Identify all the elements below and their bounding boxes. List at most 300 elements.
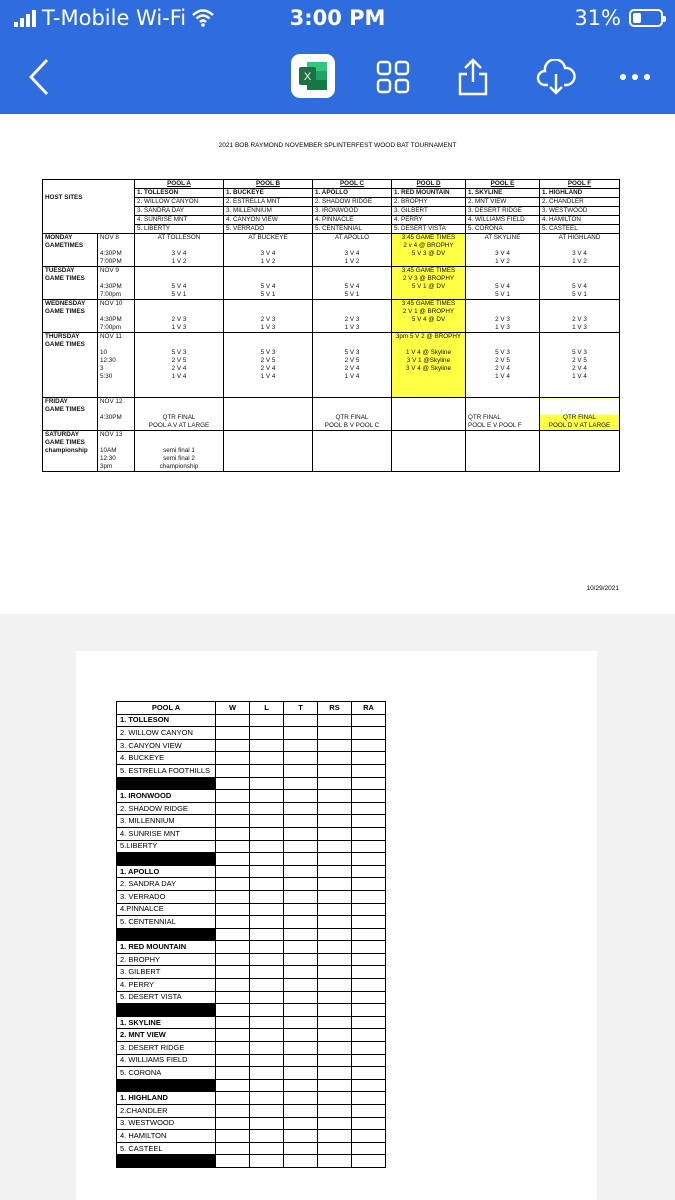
game-cell <box>135 431 224 472</box>
day-label <box>43 267 98 300</box>
game-cell <box>135 398 224 431</box>
stat-cell <box>318 953 352 966</box>
standings-row <box>117 1092 386 1105</box>
game-line <box>226 439 310 447</box>
stat-cell <box>216 815 250 828</box>
stat-cell <box>352 1054 386 1067</box>
day-label-line: THURSDAY <box>45 333 80 340</box>
game-line: 5 V 1 <box>495 291 510 298</box>
game-line <box>542 300 617 308</box>
game-line <box>226 447 310 455</box>
stat-cell <box>216 1142 250 1155</box>
game-line <box>468 381 537 389</box>
group-separator <box>117 928 216 941</box>
day-label-line: GAME TIMES <box>45 406 85 413</box>
schedule-table <box>42 179 620 472</box>
game-line <box>137 431 221 439</box>
game-line: POOL B V POOL C <box>324 422 380 429</box>
stat-cell <box>318 714 352 727</box>
game-cell <box>540 398 620 431</box>
stat-cell <box>216 890 250 903</box>
standings-row <box>117 1117 386 1130</box>
stat-cell <box>250 1155 284 1168</box>
stat-cell <box>250 979 284 992</box>
stat-cell <box>352 1004 386 1017</box>
game-cell <box>224 300 313 333</box>
stat-cell <box>352 802 386 815</box>
stat-cell <box>216 903 250 916</box>
document-viewer[interactable] <box>0 114 675 1200</box>
team-name: 5. CORONA <box>117 1067 216 1080</box>
game-line <box>542 275 617 283</box>
stat-cell <box>352 890 386 903</box>
game-time <box>100 422 132 430</box>
stat-cell <box>352 1016 386 1029</box>
game-line <box>315 398 389 406</box>
cloud-download-icon[interactable] <box>533 54 579 100</box>
game-cell <box>466 398 540 431</box>
game-line: POOL A V AT LARGE <box>148 422 210 429</box>
stat-cell <box>318 928 352 941</box>
stat-cell <box>284 777 318 790</box>
stat-cell <box>216 1029 250 1042</box>
game-line <box>137 381 221 389</box>
game-time: 4:30PM <box>100 414 122 421</box>
stat-cell <box>318 865 352 878</box>
game-line <box>137 439 221 447</box>
game-line: 1 V 4 <box>344 373 360 380</box>
stat-cell <box>318 916 352 929</box>
game-line <box>226 431 310 439</box>
game-line <box>542 242 617 250</box>
stat-cell <box>250 941 284 954</box>
pool-team: 5. LIBERTY <box>137 225 171 232</box>
schedule-page <box>0 114 675 614</box>
day-label-line: GAME TIMES <box>45 275 85 282</box>
stat-cell <box>352 752 386 765</box>
game-line <box>542 431 617 439</box>
game-cell <box>224 333 313 398</box>
pool-team: 1. BUCKEYE <box>224 189 312 198</box>
stat-cell <box>352 966 386 979</box>
game-line: semi final 1 <box>163 447 195 454</box>
svg-text:X: X <box>303 71 312 83</box>
game-line <box>468 333 537 341</box>
stat-cell <box>284 1042 318 1055</box>
game-line <box>226 242 310 250</box>
stat-cell <box>284 815 318 828</box>
stat-cell <box>250 815 284 828</box>
pool-team: 4. HAMILTON <box>540 216 619 225</box>
team-name: 2. SHADOW RIDGE <box>117 802 216 815</box>
day-date-times <box>98 234 135 267</box>
stat-cell <box>352 928 386 941</box>
game-time: 10 <box>100 349 108 356</box>
stat-cell <box>216 1105 250 1118</box>
stat-cell <box>216 878 250 891</box>
stat-cell <box>284 1105 318 1118</box>
stat-cell <box>216 1004 250 1017</box>
group-separator-row <box>117 1155 386 1168</box>
game-line: QTR FINAL <box>563 414 596 421</box>
day-label-line: MONDAY <box>45 234 73 241</box>
game-line <box>468 439 537 447</box>
pool-header: POOL F <box>540 180 619 189</box>
group-separator <box>117 777 216 790</box>
stat-cell <box>250 1079 284 1092</box>
team-name: 3. GILBERT <box>117 966 216 979</box>
pool-team: 1. RED MOUNTAIN <box>392 189 465 198</box>
stat-cell <box>284 1054 318 1067</box>
stat-cell <box>318 752 352 765</box>
game-line <box>468 389 537 397</box>
team-name: 2.CHANDLER <box>117 1105 216 1118</box>
game-line: 1 V 3 <box>572 324 587 331</box>
stat-cell <box>250 1042 284 1055</box>
excel-icon[interactable] <box>289 52 337 100</box>
day-label <box>43 431 98 472</box>
pool-team: 2. ESTRELLA MNT <box>224 198 312 207</box>
stat-cell <box>318 1130 352 1143</box>
game-line <box>315 439 389 447</box>
standings-row <box>117 916 386 929</box>
pool-team: 5. CORONA <box>468 225 503 232</box>
stat-cell <box>318 1079 352 1092</box>
group-separator-row <box>117 777 386 790</box>
game-line <box>315 341 389 349</box>
stat-cell <box>250 853 284 866</box>
pool-team: 4. PINNACLE <box>313 216 391 225</box>
stat-cell <box>216 840 250 853</box>
game-line: AT SKYLINE <box>484 234 521 241</box>
game-line: 2 V 3 <box>572 316 587 323</box>
game-line <box>542 389 617 397</box>
game-line: 1 V 3 <box>260 324 276 331</box>
game-line <box>315 275 389 283</box>
stat-cell <box>250 1016 284 1029</box>
game-line: QTR FINAL <box>162 414 196 421</box>
game-line <box>394 291 463 299</box>
game-cell <box>313 234 392 267</box>
game-line: 2 V 3 @ BROPHY <box>402 275 455 282</box>
game-line: 1 V 4 <box>260 373 276 380</box>
day-label-line: championship <box>45 447 88 454</box>
stat-cell <box>352 1117 386 1130</box>
group-separator <box>117 1004 216 1017</box>
game-line: 2 V 3 <box>171 316 187 323</box>
stat-cell <box>318 903 352 916</box>
pool-team: 5. DESERT VISTA <box>394 225 446 232</box>
game-line: 5 V 4 <box>572 283 587 290</box>
grid-view-icon[interactable] <box>370 54 416 100</box>
day-date-times <box>98 300 135 333</box>
game-line: 5 V 1 @ DV <box>411 283 446 290</box>
team-name: 3. MILLENNIUM <box>117 815 216 828</box>
game-time: 3 <box>100 365 104 372</box>
standings-row <box>117 966 386 979</box>
clock: 3:00 PM <box>289 6 386 30</box>
stat-cell <box>216 1079 250 1092</box>
team-name: 2. WILLOW CANYON <box>117 727 216 740</box>
team-name: 2. MNT VIEW <box>117 1029 216 1042</box>
game-cell <box>313 333 392 398</box>
game-line <box>226 422 310 430</box>
pools-row <box>43 180 620 234</box>
stat-cell <box>216 1054 250 1067</box>
day-label-line: TUESDAY <box>45 267 75 274</box>
team-name: 4. SUNRISE MNT <box>117 827 216 840</box>
stat-cell <box>284 903 318 916</box>
stat-cell <box>352 1067 386 1080</box>
game-line <box>394 463 463 471</box>
stat-cell <box>318 1004 352 1017</box>
game-line <box>542 455 617 463</box>
pool-header: POOL B <box>224 180 312 189</box>
game-line <box>542 406 617 414</box>
stat-cell <box>250 928 284 941</box>
stat-cell <box>250 903 284 916</box>
stat-cell <box>250 890 284 903</box>
game-cell <box>466 234 540 267</box>
stat-cell <box>284 853 318 866</box>
game-line <box>226 389 310 397</box>
stat-cell <box>318 739 352 752</box>
game-line: 3:45 GAME TIMES <box>401 267 456 274</box>
day-date-times <box>98 267 135 300</box>
standings-row <box>117 1029 386 1042</box>
standings-row <box>117 739 386 752</box>
stat-cell <box>352 903 386 916</box>
game-line <box>315 455 389 463</box>
game-cell <box>313 398 392 431</box>
stat-cell <box>284 991 318 1004</box>
more-icon[interactable] <box>612 54 658 100</box>
stat-cell <box>284 739 318 752</box>
stat-cell <box>318 890 352 903</box>
pool-2-cell <box>313 180 392 234</box>
team-name: 5.LIBERTY <box>117 840 216 853</box>
stat-cell <box>284 1142 318 1155</box>
standings-row <box>117 1142 386 1155</box>
day-label <box>43 398 98 431</box>
group-separator <box>117 1079 216 1092</box>
stat-cell <box>318 1117 352 1130</box>
game-line <box>394 373 463 381</box>
stat-cell <box>318 1092 352 1105</box>
stat-cell <box>318 979 352 992</box>
game-line <box>394 258 463 266</box>
game-cell <box>135 234 224 267</box>
day-label-line: GAME TIMES <box>45 308 85 315</box>
pool-team: 3. MILLENNIUM <box>224 207 312 216</box>
team-name: 1. TOLLESON <box>117 714 216 727</box>
stat-cell <box>352 714 386 727</box>
stat-cell <box>352 1092 386 1105</box>
game-cell <box>540 300 620 333</box>
game-line <box>468 463 537 471</box>
game-line <box>137 398 221 406</box>
game-line: 1 V 2 <box>344 258 360 265</box>
stat-cell <box>318 1054 352 1067</box>
standings-row <box>117 979 386 992</box>
game-line <box>315 381 389 389</box>
game-line <box>315 447 389 455</box>
game-line: 1 V 2 <box>495 258 510 265</box>
game-line: 5 V 4 <box>171 283 187 290</box>
standings-row <box>117 790 386 803</box>
day-date-times <box>98 333 135 398</box>
game-line: 2 V 5 <box>260 357 276 364</box>
game-time: 12:30 <box>100 455 116 462</box>
game-line <box>394 406 463 414</box>
game-line: 3:45 GAME TIMES <box>401 300 456 307</box>
game-cell <box>466 267 540 300</box>
stat-cell <box>318 1067 352 1080</box>
stat-cell <box>284 1079 318 1092</box>
stat-cell <box>318 827 352 840</box>
back-icon[interactable] <box>16 54 62 100</box>
game-cell <box>313 300 392 333</box>
stat-cell <box>284 1155 318 1168</box>
game-line <box>394 341 463 349</box>
game-line: 1 V 4 @ Skyline <box>406 349 451 356</box>
stat-cell <box>284 1117 318 1130</box>
standings-row <box>117 1105 386 1118</box>
share-icon[interactable] <box>450 54 496 100</box>
game-time: 5:30 <box>100 373 113 380</box>
game-line <box>226 455 310 463</box>
game-line <box>137 300 221 308</box>
group-separator-row <box>117 1004 386 1017</box>
pool-team: 1. SKYLINE <box>466 189 539 198</box>
stat-cell <box>216 714 250 727</box>
game-time: 7:00PM <box>100 258 122 265</box>
standings-row <box>117 890 386 903</box>
stat-cell <box>216 966 250 979</box>
stat-cell <box>250 966 284 979</box>
stat-cell <box>284 1130 318 1143</box>
game-line: 2 V 4 <box>171 365 187 372</box>
game-line: 1 V 3 <box>171 324 187 331</box>
team-name: 2. SANDRA DAY <box>117 878 216 891</box>
stat-cell <box>352 953 386 966</box>
stat-cell <box>216 991 250 1004</box>
stat-cell <box>216 1016 250 1029</box>
stat-cell <box>216 1117 250 1130</box>
stat-cell <box>318 878 352 891</box>
game-line <box>226 308 310 316</box>
standings-row <box>117 727 386 740</box>
pool-5-cell <box>540 180 620 234</box>
day-label-line: FRIDAY <box>45 398 68 405</box>
game-line <box>137 333 221 341</box>
group-separator-row <box>117 928 386 941</box>
game-time <box>100 381 132 389</box>
stat-cell <box>352 1130 386 1143</box>
game-line: AT APOLLO <box>334 234 370 241</box>
day-date-times <box>98 431 135 472</box>
stat-cell <box>284 752 318 765</box>
game-line: 2 V 5 <box>572 357 587 364</box>
stat-cell <box>284 714 318 727</box>
group-separator <box>117 853 216 866</box>
day-label <box>43 333 98 398</box>
carrier-label: T-Mobile Wi-Fi <box>42 6 187 30</box>
game-line <box>137 341 221 349</box>
standings-row <box>117 1067 386 1080</box>
pool-3-cell <box>392 180 466 234</box>
game-line <box>226 341 310 349</box>
standings-row <box>117 802 386 815</box>
game-line: 3:45 GAME TIMES <box>401 234 456 241</box>
game-line <box>394 422 463 430</box>
game-time: 7:00pm <box>100 291 122 298</box>
team-name: 2. BROPHY <box>117 953 216 966</box>
game-line: 1 V 3 <box>495 324 510 331</box>
game-time: 3pm <box>100 463 113 470</box>
game-line <box>226 463 310 471</box>
stat-cell <box>352 853 386 866</box>
game-line <box>315 267 389 275</box>
game-cell <box>466 300 540 333</box>
stat-cell <box>216 752 250 765</box>
day-label <box>43 300 98 333</box>
standings-row <box>117 953 386 966</box>
game-line <box>137 389 221 397</box>
team-name: 4. HAMILTON <box>117 1130 216 1143</box>
stat-cell <box>250 827 284 840</box>
stat-cell <box>250 1092 284 1105</box>
game-line: 1 V 2 <box>171 258 187 265</box>
stat-cell <box>250 878 284 891</box>
stat-cell <box>352 739 386 752</box>
stat-cell <box>318 941 352 954</box>
game-line: 1 V 2 <box>572 258 587 265</box>
standings-row <box>117 815 386 828</box>
game-line <box>542 439 617 447</box>
standings-column-header: T <box>284 702 318 715</box>
team-name: 5. CASTEEL <box>117 1142 216 1155</box>
game-line: 2 V 5 <box>171 357 187 364</box>
game-line: 2 V 4 <box>495 365 510 372</box>
standings-row <box>117 941 386 954</box>
standings-row <box>117 1016 386 1029</box>
stat-cell <box>250 790 284 803</box>
game-cell <box>392 431 466 472</box>
game-time <box>100 275 132 283</box>
game-line: 2 V 5 <box>495 357 510 364</box>
pool-team: 4. PERRY <box>392 216 465 225</box>
game-line <box>468 341 537 349</box>
game-line: 2 V 3 <box>495 316 510 323</box>
game-cell <box>466 431 540 472</box>
game-line <box>542 333 617 341</box>
game-line <box>226 333 310 341</box>
pool-team: 4. CANYON VIEW <box>224 216 312 225</box>
standings-row <box>117 764 386 777</box>
pool-4-cell <box>466 180 540 234</box>
game-line <box>137 267 221 275</box>
game-line: AT TOLLESON <box>157 234 201 241</box>
standings-header <box>117 702 386 715</box>
stat-cell <box>250 1029 284 1042</box>
stat-cell <box>250 764 284 777</box>
stat-cell <box>216 853 250 866</box>
standings-column-header: L <box>250 702 284 715</box>
document-date: 10/29/2021 <box>586 585 619 592</box>
game-cell <box>313 267 392 300</box>
stat-cell <box>352 991 386 1004</box>
